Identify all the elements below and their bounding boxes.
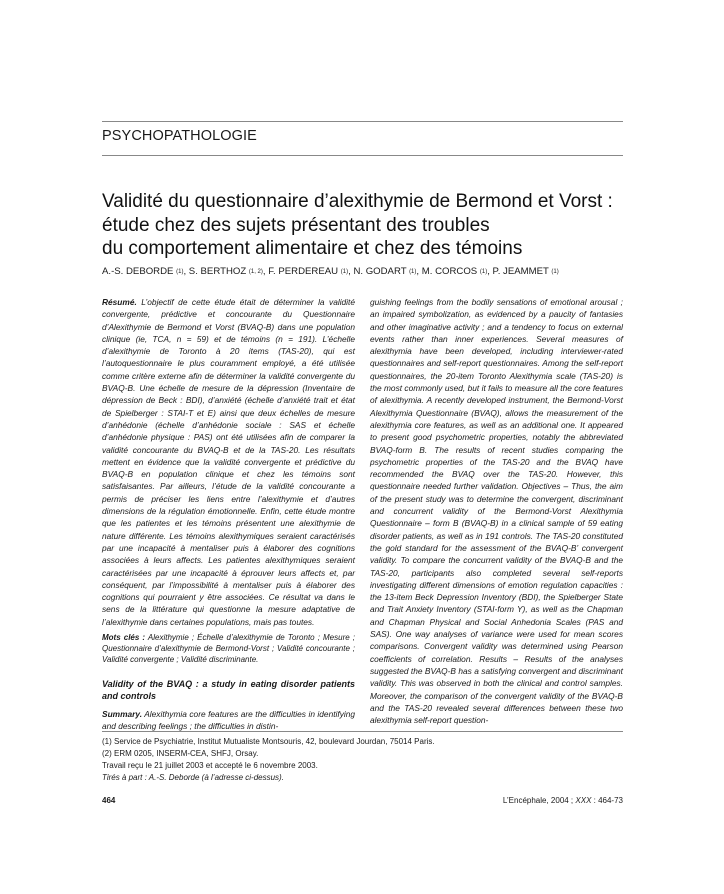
title-line: du comportement alimentaire et chez des témoins — [102, 238, 523, 259]
title-line: étude chez des sujets présentant des troubles — [102, 214, 490, 236]
summary-text: Alexithymia core features are the difficulties in identifying and describing feelings ; the difficulties in distin- — [102, 709, 356, 732]
author-affiliation: (1) — [409, 269, 417, 275]
header-rule-top — [102, 121, 623, 122]
article-title — [102, 190, 622, 261]
keywords-label: Mots clés : — [102, 633, 146, 643]
journal-volume: XXX — [575, 796, 592, 805]
resume-paragraph — [102, 296, 355, 628]
page-number: 464 — [102, 796, 116, 805]
resume-text: L’objectif de cette étude était de déterminer la validité convergente, prédictive et concourante du Questionnaire d’Alexithymie de Bermond et Vorst (BVAQ-B) dans une population clinique (ie, TCA, n = 59) et de témoins (n = 191). L’échelle d’alexithymie de Toronto à 20 items (TAS-20), qui est l’autoquestionnaire le plus couramment employé, a été utilisée comme critère externe afin de déterminer la validité convergente du BVAQ-B. Une échelle de mesure de la dépression (Inventaire de dépression de Beck : BDI), d’anxiété (échelle d’anxiété trait et état de Spielberger : STAI-T et E) ainsi que deux échelles de mesure d’anhédonie (échelle d’anhédonie sociale : SAS et échelle d’anhédonie physique : PAS) ont été utilisées afin de comparer la validité concourante du BVAQ-B et de la TAS-20. Les résultats mettent en évidence que la validité convergente et prédictive du BVAQ-B en population clinique et chez les témoins sont satisfaisantes. Par ailleurs, l’étude de la validité concourante a permis de préciser les liens entre l’alexithymie et d’autres dimensions de la régulation émotionnelle. Enfin, cette étude montre que les patientes et les témoins présentent une alexithymie de nature différente. Les témoins alexithymiques seraient caractérisés par une incapacité à mentaliser puis à élaborer des cognitions associées à leurs affects. Les patientes alexithymiques seraient caractérisées par une incapacité à éprouver leurs affects et, par conséquent, par l’impossibilité à mentaliser puis à élaborer des cognitions qui pourraient y être associées. Ce résultat va dans le sens de la littérature qui questionne la mesure adaptative de l’alexithymie dans certaines populations, mais pas toutes. — [102, 297, 355, 627]
author-affiliation: (1) — [340, 269, 349, 275]
keywords-text: Alexithymie ; Échelle d’alexithymie de Toronto ; Mesure ; Questionnaire d’alexithymie de Bermond-Vorst ; Validité concourante ; Validité convergente ; Validité discriminante. — [102, 633, 356, 665]
received-date: Travail reçu le 21 juillet 2003 et accepté le 6 novembre 2003. — [102, 761, 318, 770]
journal-reference — [503, 796, 623, 805]
author-name: A.-S. DEBORDE — [102, 266, 174, 277]
author-affiliation: (1) — [551, 269, 559, 275]
summary-label: Summary. — [102, 709, 143, 720]
english-title: Validity of the BVAQ : a study in eating disorder patients and controls — [102, 679, 355, 701]
footnote-rule — [102, 731, 623, 732]
column-right — [370, 296, 623, 726]
author-name: M. CORCOS — [421, 266, 478, 277]
footnote-affiliation: (1) Service de Psychiatrie, Institut Mutualiste Montsouris, 42, boulevard Jourdan, 75014 Paris. — [102, 737, 435, 746]
author-affiliation: (1, 2) — [248, 269, 263, 275]
summary-continuation: guishing feelings from the bodily sensations of emotional arousal ; an impaired symbolization, as evidenced by a paucity of fantasies and other imaginative activity ; and a tendency to focus on external events rather than inner experiences. Several measures of alexithymia have been developed, including interviewer-rated questionnaires and self-report questionnaires. Among the self-report questionnaires, the 20-item Toronto Alexithymia scale (TAS-20) is the most commonly used, but it fails to measure all the core features of alexithymia. A recently developed instrument, the Bermond-Vorst Alexithymia Questionnaire (BVAQ), allows the measurement of the alexithymia core features, as well as an additional one. It appeared to present good psychometric properties, notably the abbreviated BVAQ-form B. The results of recent studies comparing the psychometric properties of the TAS-20 and the BVAQ have recommended the BVAQ over the TAS-20. However, this questionnaire needed further validation. Objectives – Thus, the aim of the present study was to determine the convergent, discriminant and concurrent validity of the Bermond-Vorst Alexithymia Questionnaire – form B (BVAQ-B) in a clinical sample of 59 eating disorder patients, as well as in 191 controls. The TAS-20 constituted the gold standard for the assessment of the BVAQ-B’ convergent validity. To compare the concurrent validity of the BVAQ-B and the TAS-20, participants also completed several self-reports investigating different dimensions of emotion regulation capacities : the 13-item Beck Depression Inventory (BDI), the Spielberger State and Trait Anxiety Inventory (STAI-form Y), as well as the Chapman and Chapman Physical and Social Anhedonia Scales (PAS and SAS). One way analyses of variance were used for mean scores comparisons. Convergent validity was determined using Pearson coefficients of correlation. Results – Results of the analyses suggested the BVAQ-B has a satisfying convergent and discriminant validity. This was observed in both the clinical and control samples. Moreover, the comparison of the convergent validity of the BVAQ-B and the TAS-20 revealed several differences between these two alexithymia self-report question- — [370, 297, 623, 726]
author-list: A.-S. DEBORDE $^{(1)}$, S. BERTHOZ $^{(1, 2)}$, F. PERDEREAU $^{(1)}$, N. GODART $^{(1)}$, M. CORCOS $^{(1)}$, P. JEAMMET $^{(1)}$ — [102, 266, 559, 277]
journal-pages: : 464-73 — [593, 796, 623, 805]
author-name: S. BERTHOZ — [188, 266, 247, 277]
footnote-affiliation: (2) ERM 0205, INSERM-CEA, SHFJ, Orsay. — [102, 749, 259, 758]
summary-paragraph — [102, 708, 355, 733]
author-name: P. JEAMMET — [492, 266, 549, 277]
journal-name: L’Encéphale, 2004 ; — [502, 796, 574, 805]
author-affiliation: (1) — [176, 269, 184, 275]
author-affiliation: (1) — [479, 269, 488, 275]
resume-label: Résumé. — [102, 297, 137, 307]
column-left — [102, 296, 355, 733]
title-line: Validité du questionnaire d’alexithymie de Bermond et Vorst : — [102, 191, 613, 212]
author-name: F. PERDEREAU — [268, 266, 339, 277]
header-rule-bottom — [102, 155, 623, 156]
section-heading: PSYCHOPATHOLOGIE — [102, 128, 257, 144]
author-name: N. GODART — [353, 266, 407, 277]
keywords-paragraph — [102, 632, 355, 665]
offprints-note: Tirés à part : A.-S. Deborde (à l’adresse ci-dessus). — [102, 773, 284, 782]
